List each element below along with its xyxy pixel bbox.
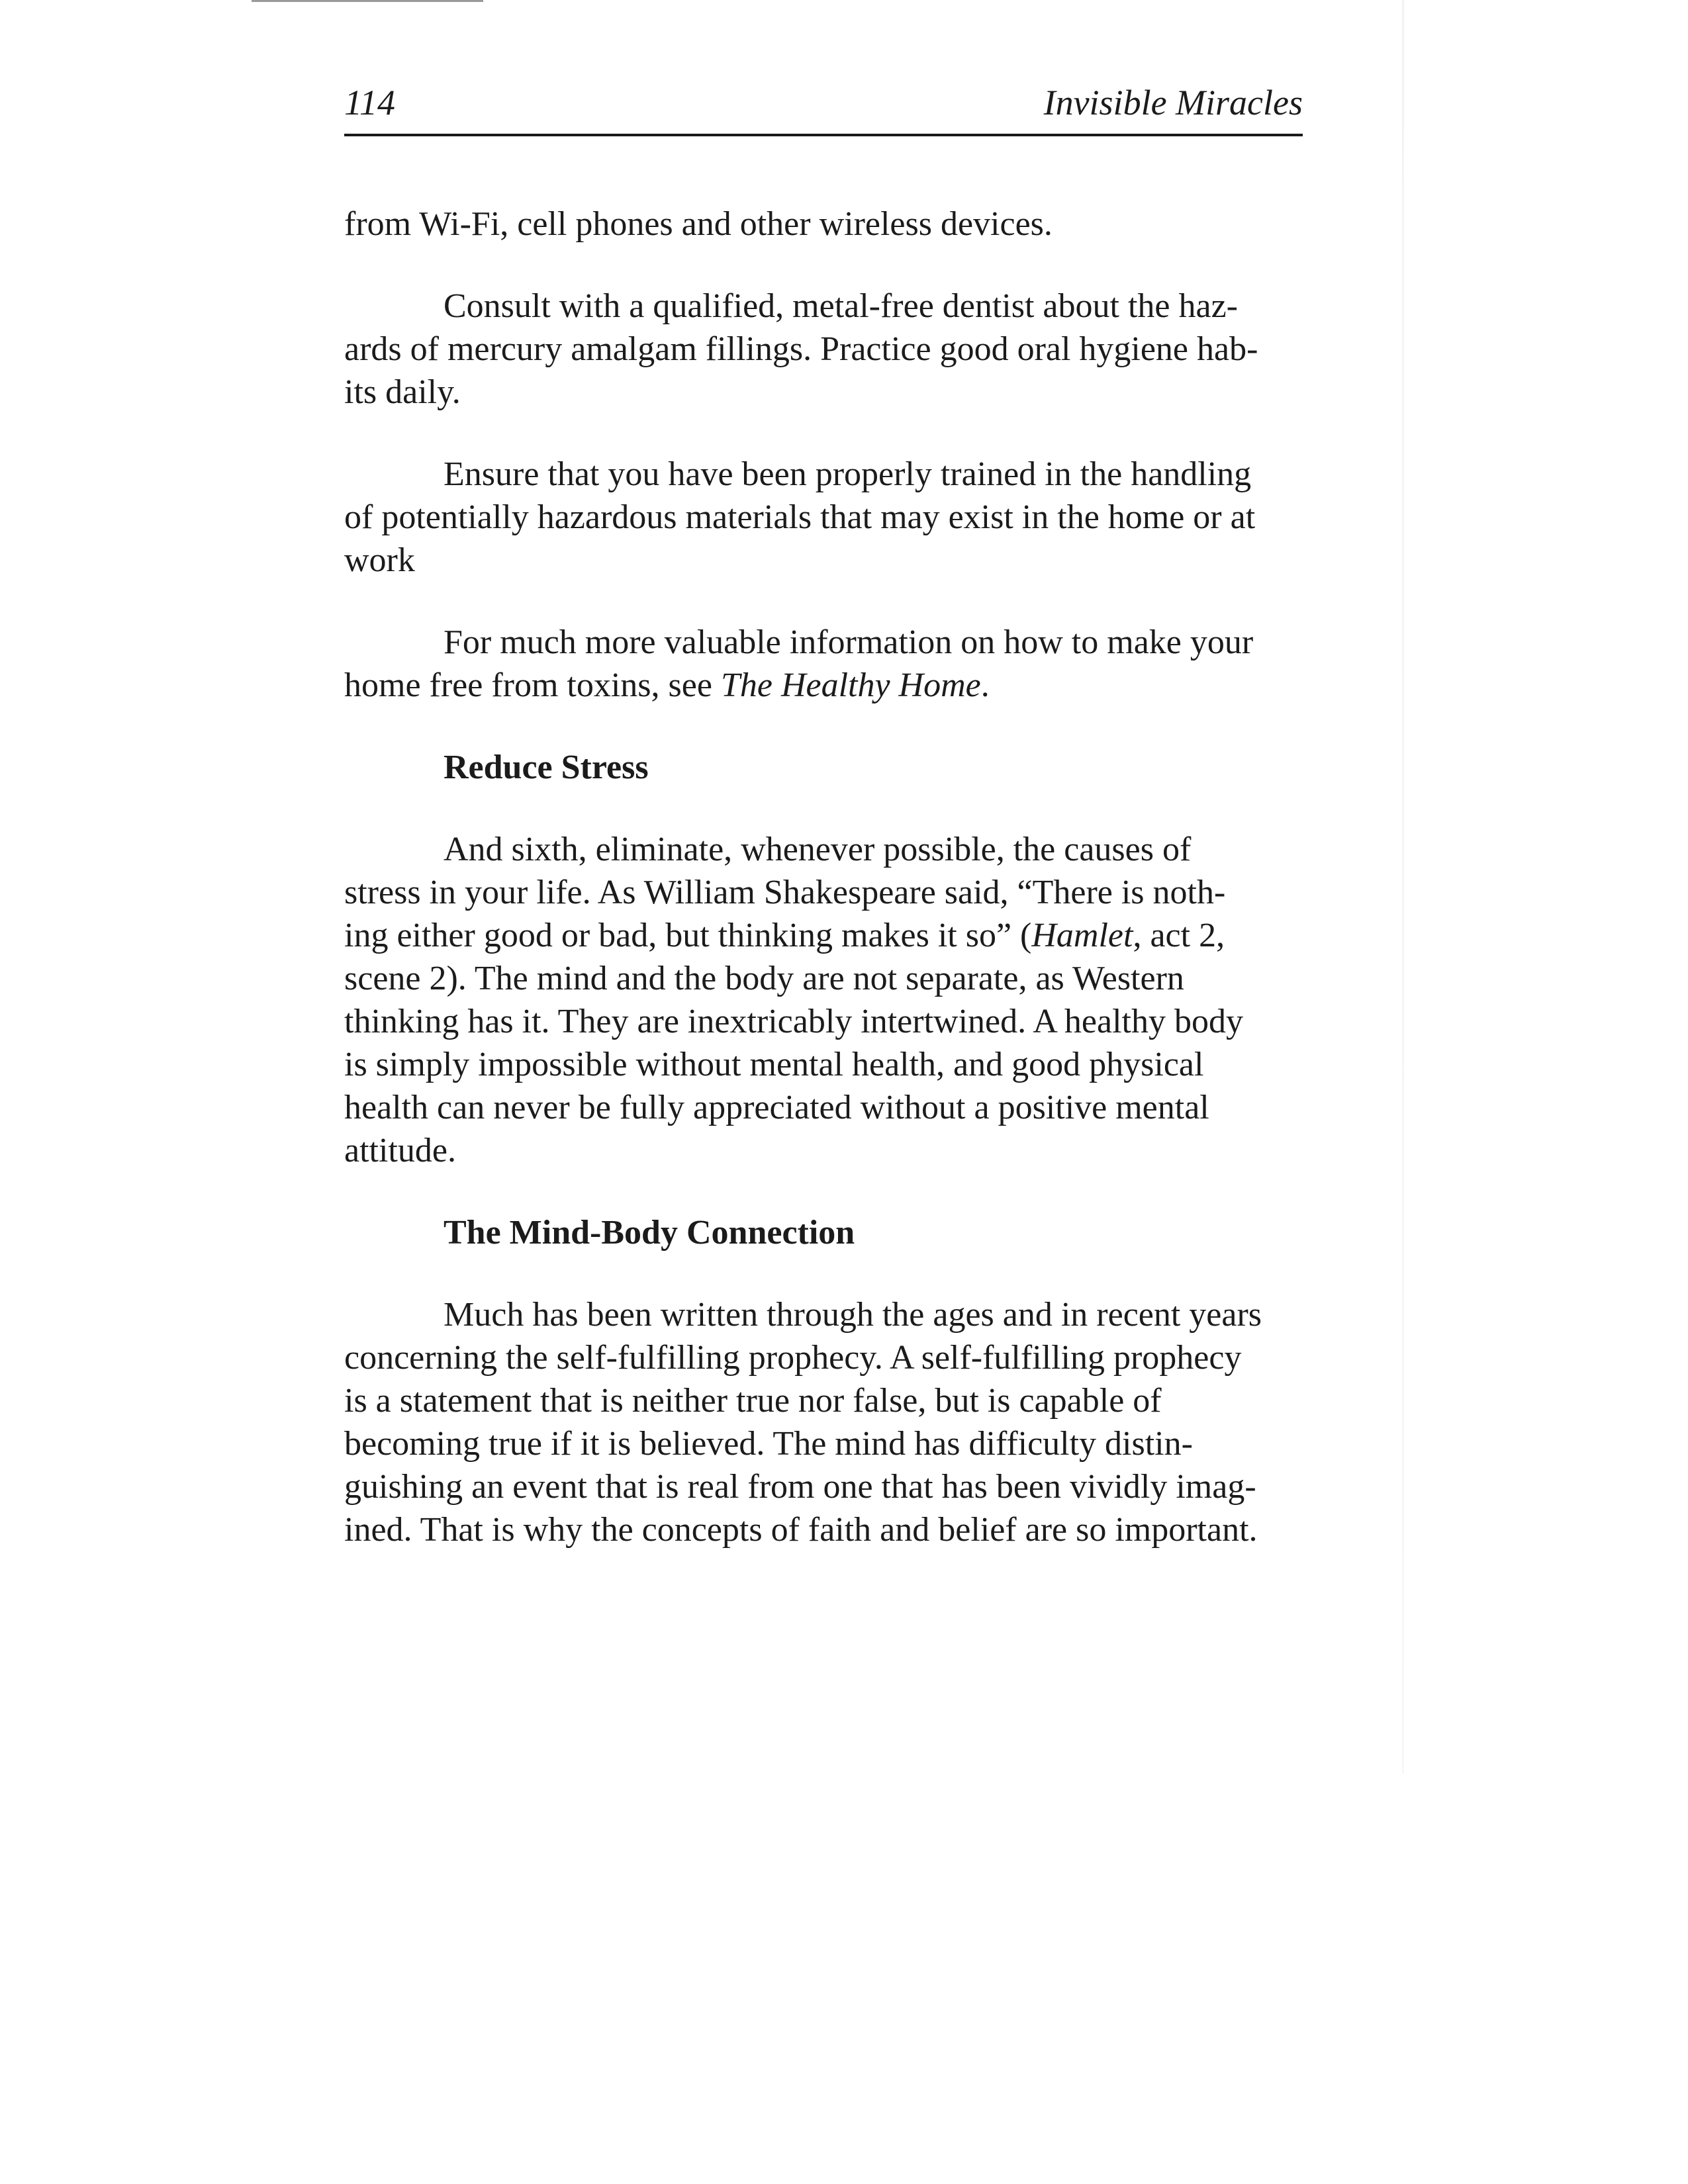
text-line: work	[344, 541, 415, 579]
text-run: ing either good or bad, but thinking makes it so” (	[344, 917, 1032, 954]
text-line: health can never be fully appreciated without a positive mental	[344, 1089, 1209, 1126]
text-line: ined. That is why the concepts of faith and belief are so important.	[344, 1511, 1258, 1549]
text-run: home free from toxins, see	[344, 666, 721, 704]
scan-edge-shadow	[1402, 0, 1404, 1774]
book-title: The Healthy Home	[720, 666, 981, 704]
paragraph	[344, 453, 1307, 582]
section-heading: Reduce Stress	[444, 749, 649, 786]
scan-artifact-line	[252, 0, 483, 2]
running-head: Invisible Miracles	[1043, 83, 1303, 122]
text-line	[344, 914, 1307, 957]
text-line: ards of mercury amalgam fillings. Practice good oral hygiene hab-	[344, 330, 1258, 368]
text-line: Much has been written through the ages and in recent years	[444, 1296, 1262, 1334]
paragraph	[344, 285, 1307, 414]
text-line	[344, 664, 1307, 707]
page-number: 114	[344, 83, 395, 122]
text-line: of potentially hazardous materials that may exist in the home or at	[344, 498, 1256, 536]
text-line: guishing an event that is real from one that has been vividly imag-	[344, 1468, 1256, 1506]
section-heading: The Mind-Body Connection	[444, 1214, 855, 1251]
text-line: For much more valuable information on how to make your	[444, 623, 1254, 661]
play-title: Hamlet	[1031, 917, 1133, 954]
text-line: stress in your life. As William Shakespeare said, “There is noth-	[344, 874, 1226, 911]
text-line: And sixth, eliminate, whenever possible, the causes of	[444, 831, 1192, 868]
text-line: concerning the self-fulfilling prophecy. A self-fulfilling prophecy	[344, 1339, 1242, 1377]
text-line: its daily.	[344, 373, 461, 411]
text-line: Ensure that you have been properly trained in the handling	[444, 455, 1252, 493]
text-line: is a statement that is neither true nor false, but is capable of	[344, 1382, 1162, 1420]
text-line: becoming true if it is believed. The mind has difficulty distin-	[344, 1425, 1193, 1463]
header-rule	[344, 134, 1303, 136]
paragraph	[344, 621, 1307, 707]
text-run: .	[980, 666, 990, 704]
text-run: , act 2,	[1133, 917, 1225, 954]
text-line: is simply impossible without mental health, and good physical	[344, 1046, 1204, 1083]
text-line: Consult with a qualified, metal-free dentist about the haz-	[444, 287, 1238, 325]
text-line: scene 2). The mind and the body are not separate, as Western	[344, 960, 1184, 997]
text-line: attitude.	[344, 1132, 456, 1169]
page-header	[344, 78, 1303, 139]
text-line: from Wi-Fi, cell phones and other wireless devices.	[344, 205, 1053, 243]
body-text	[344, 203, 1307, 1590]
paragraph	[344, 1293, 1307, 1551]
text-line: thinking has it. They are inextricably intertwined. A healthy body	[344, 1003, 1243, 1040]
paragraph	[344, 828, 1307, 1172]
paragraph	[344, 203, 1307, 246]
